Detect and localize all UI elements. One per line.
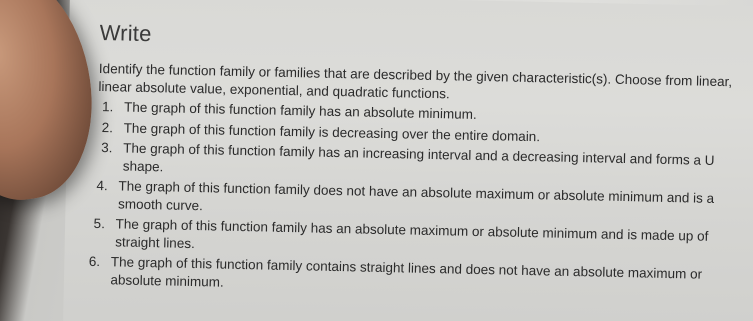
item-text: The graph of this function family contains straight lines and does not have an absolute maximum or absolute minimum. [110,254,703,290]
worksheet-content [88,16,753,305]
item-number: 4. [96,177,108,194]
item-text: The graph of this function family has an increasing interval and a decreasing interval and forms a U shape. [122,140,715,174]
item-text: The graph of this function family does not have an absolute maximum or absolute minimum and is a smooth curve. [117,178,715,213]
section-title: Write [99,19,152,47]
item-number: 6. [88,253,101,270]
instructions-text: Identify the function family or families that are described by the given characteristic(s). Choose from linear, linear absolute value, exponential, and quadratic functions. [98,60,733,102]
item-number: 3. [101,140,113,156]
question-list [88,98,753,302]
item-number: 1. [101,99,114,115]
item-number: 2. [101,119,114,135]
item-number: 5. [93,215,106,232]
item-text: The graph of this function family is decreasing over the entire domain. [123,120,541,144]
item-text: The graph of this function family has an absolute minimum. [123,99,477,122]
item-text: The graph of this function family has an absolute maximum or absolute minimum and is made up of straight lines. [115,216,709,251]
